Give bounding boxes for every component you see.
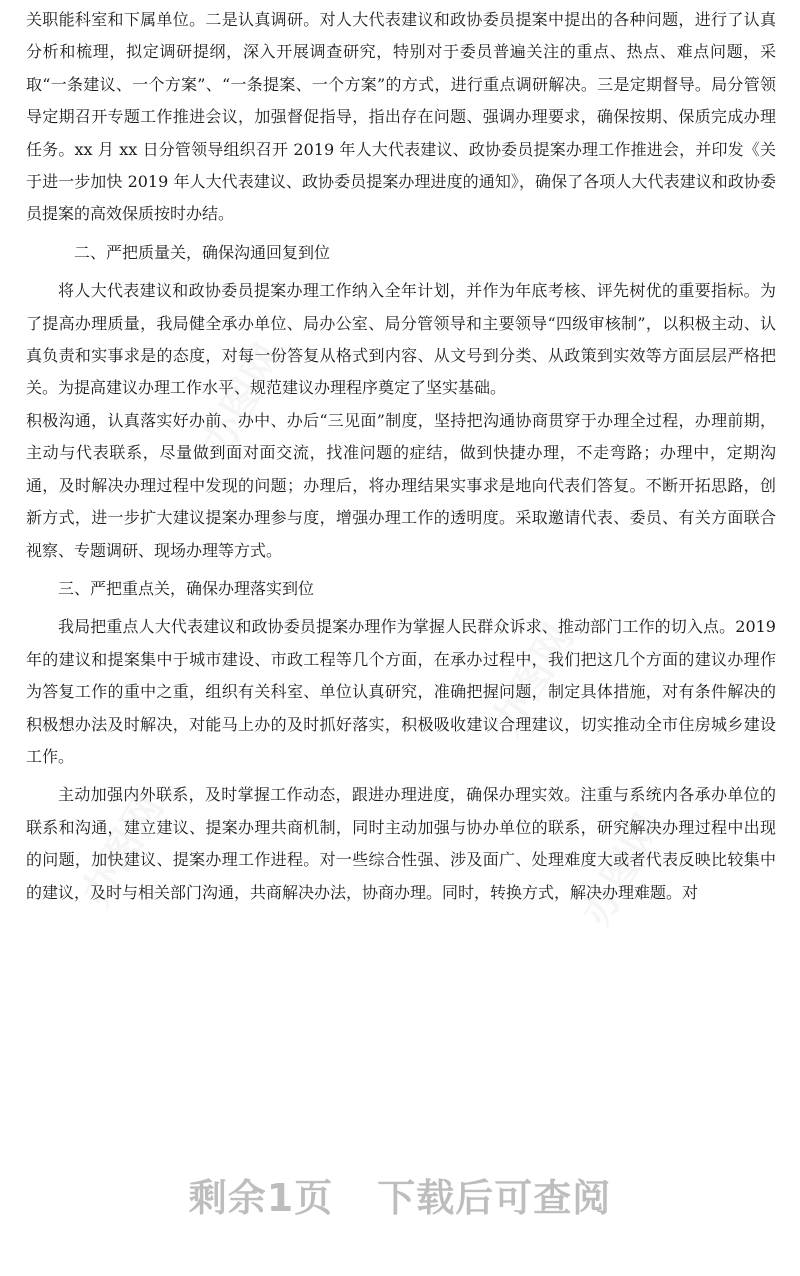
document-body bbox=[26, 4, 776, 909]
remaining-pages-label: 剩余1页 bbox=[188, 1176, 334, 1220]
section-heading: 二、严把质量关，确保沟通回复到位 bbox=[74, 242, 331, 262]
paragraph: 关职能科室和下属单位。二是认真调研。对人大代表建议和政协委员提案中提出的各种问题，进行了认真分析和梳理，拟定调研提纲，深入开展调查研究，特别对于委员普遍关注的重点、热点、难点问题，采取“一条建议、一个方案”、“一条提案、一个方案”的方式，进行重点调研解决。三是定期督导。局分管领导定期召开专题工作推进会议，加强督促指导，指出存在问题、强调办理要求，确保按期、保质完成办理任务。xx 月 xx 日分管领导组织召开 2019 年人大代表建议、政协委员提案办理工作推进会，并印发《关于进一步加快 2019 年人大代表建议、政协委员提案办理进度的通知》，确保了各项人大代表建议和政协委员提案的高效保质按时办结。 bbox=[26, 10, 776, 224]
paragraph: 我局把重点人大代表建议和政协委员提案办理作为掌握人民群众诉求、推动部门工作的切入点。2019 年的建议和提案集中于城市建设、市政工程等几个方面，在承办过程中，我们把这几个方面的建议办理作为答复工作的重中之重，组织有关科室、单位认真研究，准确把握问题，制定具体措施，对有条件解决的积极想办法及时解决，对能马上办的及时抓好落实，积极吸收建议合理建议，切实推动全市住房城乡建设工作。 bbox=[26, 617, 776, 766]
watermark: 办图网 bbox=[193, 336, 293, 464]
paragraph: 积极沟通，认真落实好办前、办中、办后“三见面”制度，坚持把沟通协商贯穿于办理全过程，办理前期，主动与代表联系，尽量做到面对面交流，找准问题的症结，做到快捷办理，不走弯路；办理中，定期沟通，及时解决办理过程中发现的问题；办理后，将办理结果实事求是地向代表们答复。不断开拓思路，创新方式，进一步扩大建议提案办理参与度，增强办理工作的透明度。采取邀请代表、委员、有关方面联合视察、专题调研、现场办理等方式。 bbox=[26, 410, 776, 560]
watermark: 办图网 bbox=[483, 616, 583, 744]
watermark: 办图网 bbox=[73, 786, 173, 914]
paragraph: 将人大代表建议和政协委员提案办理工作纳入全年计划，并作为年底考核、评先树优的重要指标。为了提高办理质量，我局健全承办单位、局办公室、局分管领导和主要领导“四级审核制”，以积极主动、认真负责和实事求是的态度，对每一份答复从格式到内容、从文号到分类、从政策到实效等方面层层严格把关。为提高建议办理工作水平、规范建议办理程序奠定了坚实基础。 bbox=[26, 281, 776, 398]
paragraph: 主动加强内外联系，及时掌握工作动态，跟进办理进度，确保办理实效。注重与系统内各承办单位的联系和沟通，建立建议、提案办理共商机制，同时主动加强与协办单位的联系，研究解决办理过程中出现的问题，加快建议、提案办理工作进程。对一些综合性强、涉及面广、处理难度大或者代表反映比较集中的建议，及时与相关部门沟通，共商解决办法，协商办理。同时，转换方式，解决办理难题。对 bbox=[26, 785, 776, 902]
download-to-view-link[interactable]: 下载后可查阅 bbox=[377, 1176, 612, 1220]
section-heading: 三、严把重点关，确保办理落实到位 bbox=[58, 578, 315, 598]
download-banner[interactable] bbox=[0, 1170, 800, 1226]
watermark: 办图网 bbox=[573, 806, 673, 934]
